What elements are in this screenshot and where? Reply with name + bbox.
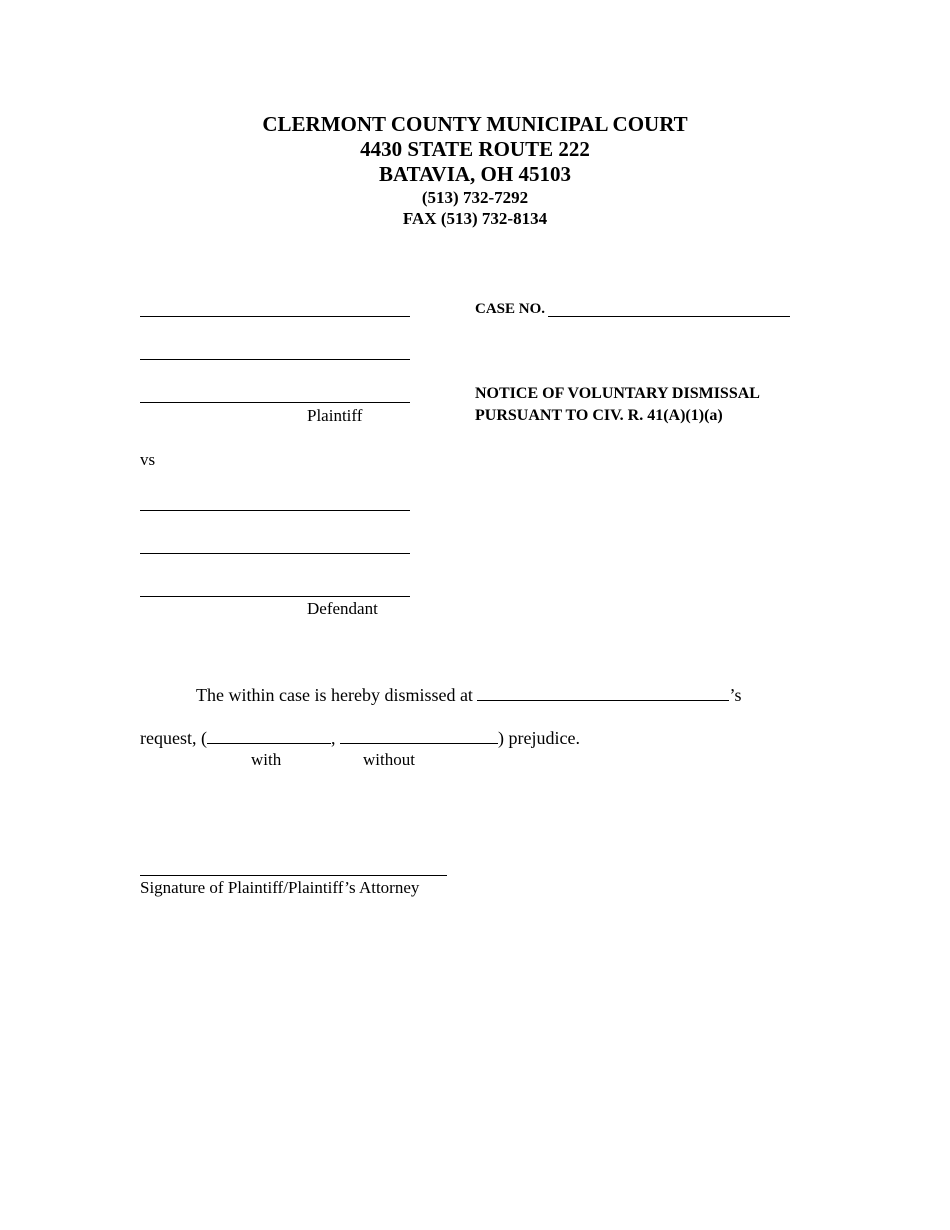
court-header <box>0 112 950 229</box>
case-no-line[interactable] <box>548 316 790 317</box>
notice-title-line2: PURSUANT TO CIV. R. 41(A)(1)(a) <box>475 407 723 424</box>
dismissal-sentence <box>196 685 741 706</box>
request-prefix: request, ( <box>140 728 207 748</box>
plaintiff-line-1[interactable] <box>140 316 410 317</box>
court-fax: FAX (513) 732-8134 <box>402 209 548 228</box>
defendant-label: Defendant <box>307 599 378 618</box>
case-no-label: CASE NO. <box>475 301 546 317</box>
with-blank[interactable] <box>207 729 331 744</box>
court-city: BATAVIA, OH 45103 <box>379 162 571 186</box>
request-suffix: ) prejudice. <box>497 728 580 748</box>
court-name: CLERMONT COUNTY MUNICIPAL COURT <box>262 112 688 136</box>
party-name-blank[interactable] <box>477 686 729 701</box>
defendant-line-3[interactable] <box>140 596 410 597</box>
plaintiff-label: Plaintiff <box>307 406 363 425</box>
vs-label: vs <box>140 450 156 469</box>
sentence-start: The within case is hereby dismissed at <box>196 685 473 705</box>
court-phone: (513) 732-7292 <box>421 188 529 207</box>
plaintiff-line-3[interactable] <box>140 402 410 403</box>
without-blank[interactable] <box>340 729 498 744</box>
plaintiff-line-2[interactable] <box>140 359 410 360</box>
signature-label: Signature of Plaintiff/Plaintiff’s Attorney <box>140 878 420 897</box>
defendant-line-2[interactable] <box>140 553 410 554</box>
notice-title-line1: NOTICE OF VOLUNTARY DISMISSAL <box>475 385 760 402</box>
request-line <box>140 728 580 749</box>
court-street: 4430 STATE ROUTE 222 <box>360 137 590 161</box>
option-without-label: without <box>363 750 415 769</box>
option-with-label: with <box>251 750 282 769</box>
signature-line[interactable] <box>140 875 447 876</box>
possessive-suffix: ’s <box>729 685 742 705</box>
defendant-line-1[interactable] <box>140 510 410 511</box>
request-comma: , <box>330 728 336 748</box>
